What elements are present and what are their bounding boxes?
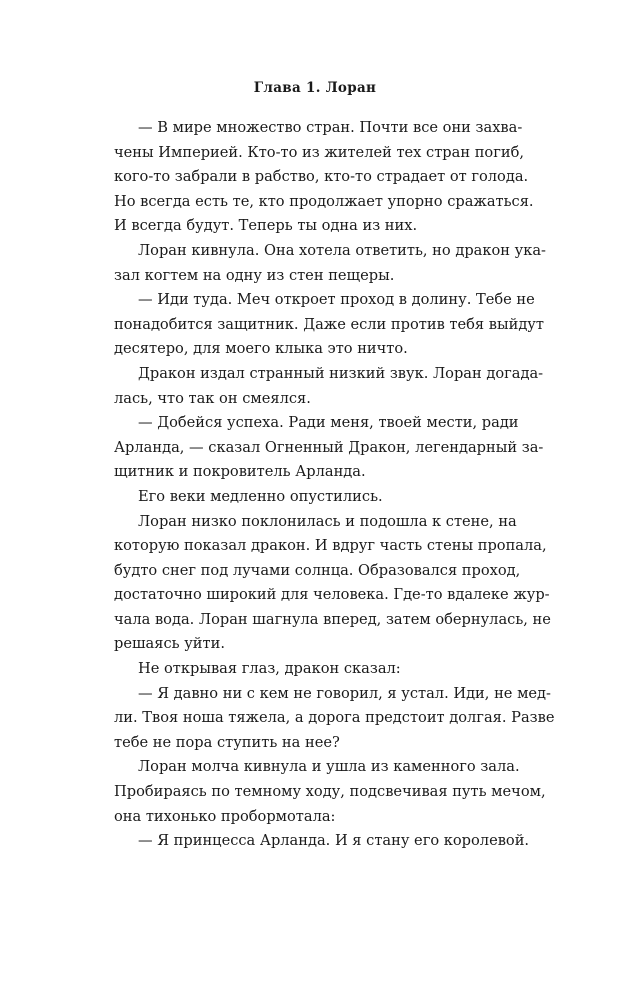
- text-line: — Иди туда. Меч откроет проход в долину. Тебе не: [138, 291, 535, 309]
- text-line: достаточно широкий для человека. Где-то вдалеке жур-: [114, 586, 550, 604]
- text-line: решаясь уйти.: [114, 635, 225, 653]
- paragraph: [114, 362, 544, 411]
- text-line: чены Империей. Кто-то из жителей тех стран погиб,: [114, 143, 525, 161]
- text-line: понадобится защитник. Даже если против тебя выйдут: [114, 315, 544, 333]
- text-line: Его веки медленно опустились.: [138, 487, 383, 505]
- text-line: — В мире множество стран. Почти все они захва-: [138, 119, 523, 136]
- text-line: Не открывая глаз, дракон сказал:: [138, 660, 401, 678]
- text-line: — Я принцесса Арланда. И я стану его королевой.: [138, 832, 530, 850]
- text-line: лась, что так он смеялся.: [114, 389, 311, 407]
- text-line: Лоран кивнула. Она хотела ответить, но дракон ука-: [138, 241, 546, 259]
- paragraph: [114, 829, 530, 854]
- text-line: Лоран низко поклонилась и подошла к стене, на: [138, 512, 517, 530]
- paragraph: [114, 510, 551, 658]
- text-line: кого-то забрали в рабство, кто-то страдает от голода.: [114, 168, 529, 186]
- text-line: которую показал дракон. И вдруг часть стены пропала,: [114, 537, 547, 555]
- text-line: ли. Твоя ноша тяжела, а дорога предстоит долгая. Разве: [114, 709, 555, 727]
- text-line: Но всегда есть те, кто продолжает упорно сражаться.: [114, 192, 534, 210]
- text-line: щитник и покровитель Арланда.: [114, 463, 366, 481]
- text-line: Дракон издал странный низкий звук. Лоран догада-: [138, 364, 544, 382]
- paragraph: [114, 657, 516, 682]
- text-line: Арланда, — сказал Огненный Дракон, легендарный за-: [114, 438, 544, 456]
- chapter-title: Глава 1. Лоран: [253, 80, 377, 96]
- paragraph: [114, 239, 546, 288]
- text-line: тебе не пора ступить на нее?: [114, 733, 340, 751]
- text-line: десятеро, для моего клыка это ничто.: [114, 340, 408, 358]
- paragraph: [114, 116, 534, 239]
- text-line: — Добейся успеха. Ради меня, твоей мести, ради: [138, 414, 519, 432]
- text-line: зал когтем на одну из стен пещеры.: [114, 266, 395, 284]
- body-text: [114, 116, 555, 854]
- text-line: И всегда будут. Теперь ты одна из них.: [114, 217, 418, 235]
- text-line: Лоран молча кивнула и ушла из каменного зала.: [138, 758, 520, 776]
- paragraph: [114, 288, 544, 362]
- paragraph: [114, 485, 516, 510]
- paragraph: [114, 755, 546, 829]
- text-line: будто снег под лучами солнца. Образовался проход,: [114, 561, 521, 579]
- text-line: чала вода. Лоран шагнула вперед, затем обернулась, не: [114, 610, 551, 628]
- paragraph: [114, 411, 544, 485]
- paragraph: [114, 682, 555, 756]
- text-line: — Я давно ни с кем не говорил, я устал. Иди, не мед-: [138, 684, 551, 702]
- text-line: она тихонько пробормотала:: [114, 807, 336, 825]
- text-line: Пробираясь по темному ходу, подсвечивая путь мечом,: [114, 783, 546, 801]
